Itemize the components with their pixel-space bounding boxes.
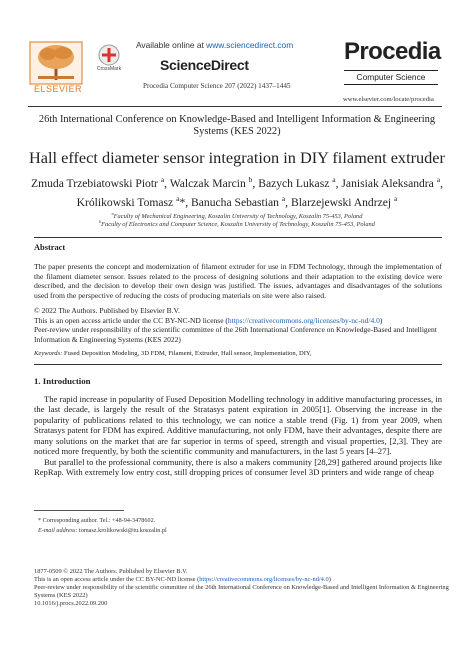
- intro-paragraph-1: The rapid increase in popularity of Fused Deposition Modelling technology in additive manufacturing processes, in the last decade, is largely the result of the Stratasys patent expiration in 2005[1]. Observing the increase in the popularity of publications related to this technology, we can notice a stable trend (Fig. 1) from year 2009, when Stratasys patent for FDM has expired. Additive manufacturing, not only FDM, have their advantages, despite there are many solutions on the market that are far superior in terms of speed, strength and visual properties, [2,3]. They are noticed more frequently, by both the scientific community and manufacturers, in the last 5 years [4–27].: [34, 394, 442, 457]
- doi-line[interactable]: 10.1016/j.procs.2022.09.200: [34, 599, 108, 607]
- author-list: [24, 172, 450, 210]
- introduction-heading: 1. Introduction: [34, 376, 91, 386]
- open-access-line: This is an open access article under the CC BY-NC-ND license (https://creativecommons.org/licenses/by-nc-nd/4.0): [34, 315, 383, 325]
- peer-review-line: Peer-review under responsibility of the scientific committee of the 26th International Conference on Knowledge-Based and Intelligent Information & Engineering Systems (KES 2022): [34, 325, 437, 344]
- license-block: [34, 306, 442, 344]
- issn-line: 1877-0509 © 2022 The Authors. Published by Elsevier B.V.: [34, 568, 188, 575]
- author-line-2: Królikowski Tomasz $^a$*, Banucha Sebastian $^a$, Blarzejewski Andrzej $^a$: [76, 193, 398, 209]
- available-online-line: [136, 40, 293, 50]
- bottom-peer-review: Peer-review under responsibility of the scientific committee of the 26th International Conference on Knowledge-Based and Intelligent Information & Engineering Systems (KES 2022): [34, 583, 449, 599]
- intro-paragraph-2: But parallel to the professional community, there is also a makers community [28,29] gathered around projects like RepRap. With extremely low entry cost, still dropping prices of consumer level 3D printers and wide range of cheap: [34, 457, 442, 478]
- keywords-text: Fused Deposition Modeling, 3D FDM, Filament, Extruder, Hall sensor, Implementation, DIY,: [62, 350, 312, 357]
- copyright-line: © 2022 The Authors. Published by Elsevier B.V.: [34, 306, 180, 315]
- keywords-label: Keywords:: [34, 350, 63, 357]
- keywords-divider: [34, 364, 442, 365]
- procedia-brand: Procedia: [344, 38, 441, 65]
- sciencedirect-brand: ScienceDirect: [160, 57, 249, 73]
- crossmark-icon[interactable]: [98, 44, 120, 66]
- conference-line-2: Systems (KES 2022): [193, 126, 281, 137]
- paper-title: Hall effect diameter sensor integration in DIY filament extruder: [29, 148, 445, 167]
- bottom-license-link[interactable]: https://creativecommons.org/licenses/by-nc-nd/4.0: [199, 575, 329, 583]
- journal-homepage[interactable]: www.elsevier.com/locate/procedia: [343, 96, 434, 103]
- license-link[interactable]: https://creativecommons.org/licenses/by-nc-nd/4.0: [227, 315, 380, 325]
- header-divider: [28, 106, 442, 107]
- bottom-publication-info: [34, 568, 454, 608]
- procedia-subtitle: Computer Science: [344, 70, 438, 85]
- publisher-logo-text: ELSEVIER: [33, 84, 83, 94]
- abstract-heading: Abstract: [34, 243, 66, 252]
- bottom-open-access-line: This is an open access article under the CC BY-NC-ND license (https://creativecommons.org/licenses/by-nc-nd/4.0): [34, 575, 331, 583]
- elsevier-tree-logo: [28, 40, 84, 90]
- email-address[interactable]: tomasz.krolikowski@tu.koszalin.pl: [77, 527, 167, 534]
- footnote-divider: [34, 510, 124, 511]
- abstract-top-divider: [34, 237, 442, 238]
- abstract-text: The paper presents the concept and modernization of filament extruder for use in FDM Technology, through the implementation of the filament diameter sensor. Issues related to the process of designing solutions and their adaptation to the existing device were described, and the decision to develop their own design was justified. The issues, advantages and disadvantages of the solutions used from the perspective of reducing the costs of producing materials on site were also raised.: [34, 262, 442, 300]
- crossmark-label: CrossMark: [96, 66, 122, 72]
- email-line: E-mail address: tomasz.krolikowski@tu.koszalin.pl: [38, 527, 167, 534]
- journal-citation: Procedia Computer Science 207 (2022) 1437–1445: [143, 82, 291, 90]
- conference-line-1: 26th International Conference on Knowledge-Based and Intelligent Information & Engineering: [38, 114, 436, 125]
- affiliation-b: $^b$Faculty of Electronics and Computer Science, Koszalin University of Technology, Koszalin 75-453, Poland: [99, 219, 375, 229]
- sciencedirect-link[interactable]: www.sciencedirect.com: [206, 40, 294, 50]
- corresponding-author: * Corresponding author. Tel.: +48-94-3478602.: [38, 517, 156, 524]
- available-prefix: Available online at: [136, 40, 207, 50]
- author-line-1: Zmuda Trzebiatowski Piotr $^a$, Walczak Marcin $^b$, Bazych Lukasz $^a$, Janisiak Aleksandra $^a$,: [31, 175, 443, 190]
- keywords-line: [34, 350, 442, 357]
- affiliation-a: $^a$Faculty of Mechanical Engineering, Koszalin University of Technology, Koszalin 75-453, Poland: [111, 211, 363, 221]
